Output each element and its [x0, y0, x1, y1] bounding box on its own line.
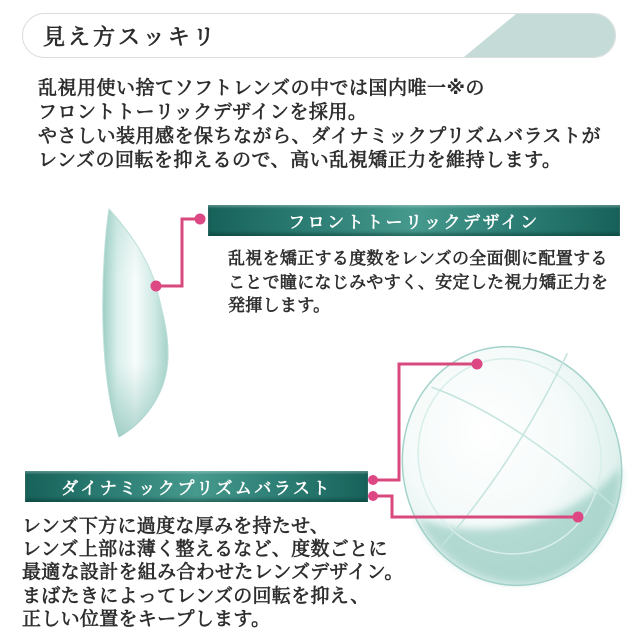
description-line: 発揮します。 — [228, 296, 331, 315]
intro-line: レンズの回転を抑えるので、高い乱視矯正力を維持します。 — [38, 150, 562, 171]
description-line: ことで瞳になじみやすく、安定した視力矯正力を — [228, 272, 609, 292]
callout-dot — [368, 475, 378, 485]
callout-dot — [368, 491, 378, 501]
intro-line: やさしい装用感を保ちながら、ダイナミックプリズムバラストが — [38, 126, 602, 147]
lens-3d-illustration — [395, 338, 635, 593]
callout-dot — [195, 214, 206, 225]
page-title: 見え方スッキリ — [43, 24, 218, 49]
front-toric-description — [228, 247, 636, 318]
description-line: 正しい位置をキープします。 — [22, 608, 271, 630]
description-line: 最適な設計を組み合わせたレンズデザイン。 — [22, 562, 404, 584]
description-line: レンズ上部は薄く整えるなど、度数ごとに — [22, 539, 388, 561]
intro-line: フロントトーリックデザインを採用。 — [38, 102, 368, 123]
section-header — [22, 13, 616, 58]
banner-dynamic-prism-ballast: ダイナミックプリズムバラスト — [25, 471, 368, 502]
description-line: レンズ下方に過度な厚みを持たせ、 — [22, 516, 330, 537]
description-line: 乱視を矯正する度数をレンズの全面側に配置する — [228, 249, 608, 268]
intro-line: 乱視用使い捨てソフトレンズの中では国内唯一※の — [38, 78, 485, 99]
header-accent-shape — [464, 14, 615, 57]
prism-ballast-description — [22, 515, 432, 631]
intro-paragraph — [38, 77, 618, 173]
banner-front-toric-design: フロントトーリックデザイン — [208, 205, 620, 236]
lens-side-profile-illustration — [50, 195, 190, 445]
description-line: まばたきによってレンズの回転を抑え、 — [22, 585, 370, 607]
